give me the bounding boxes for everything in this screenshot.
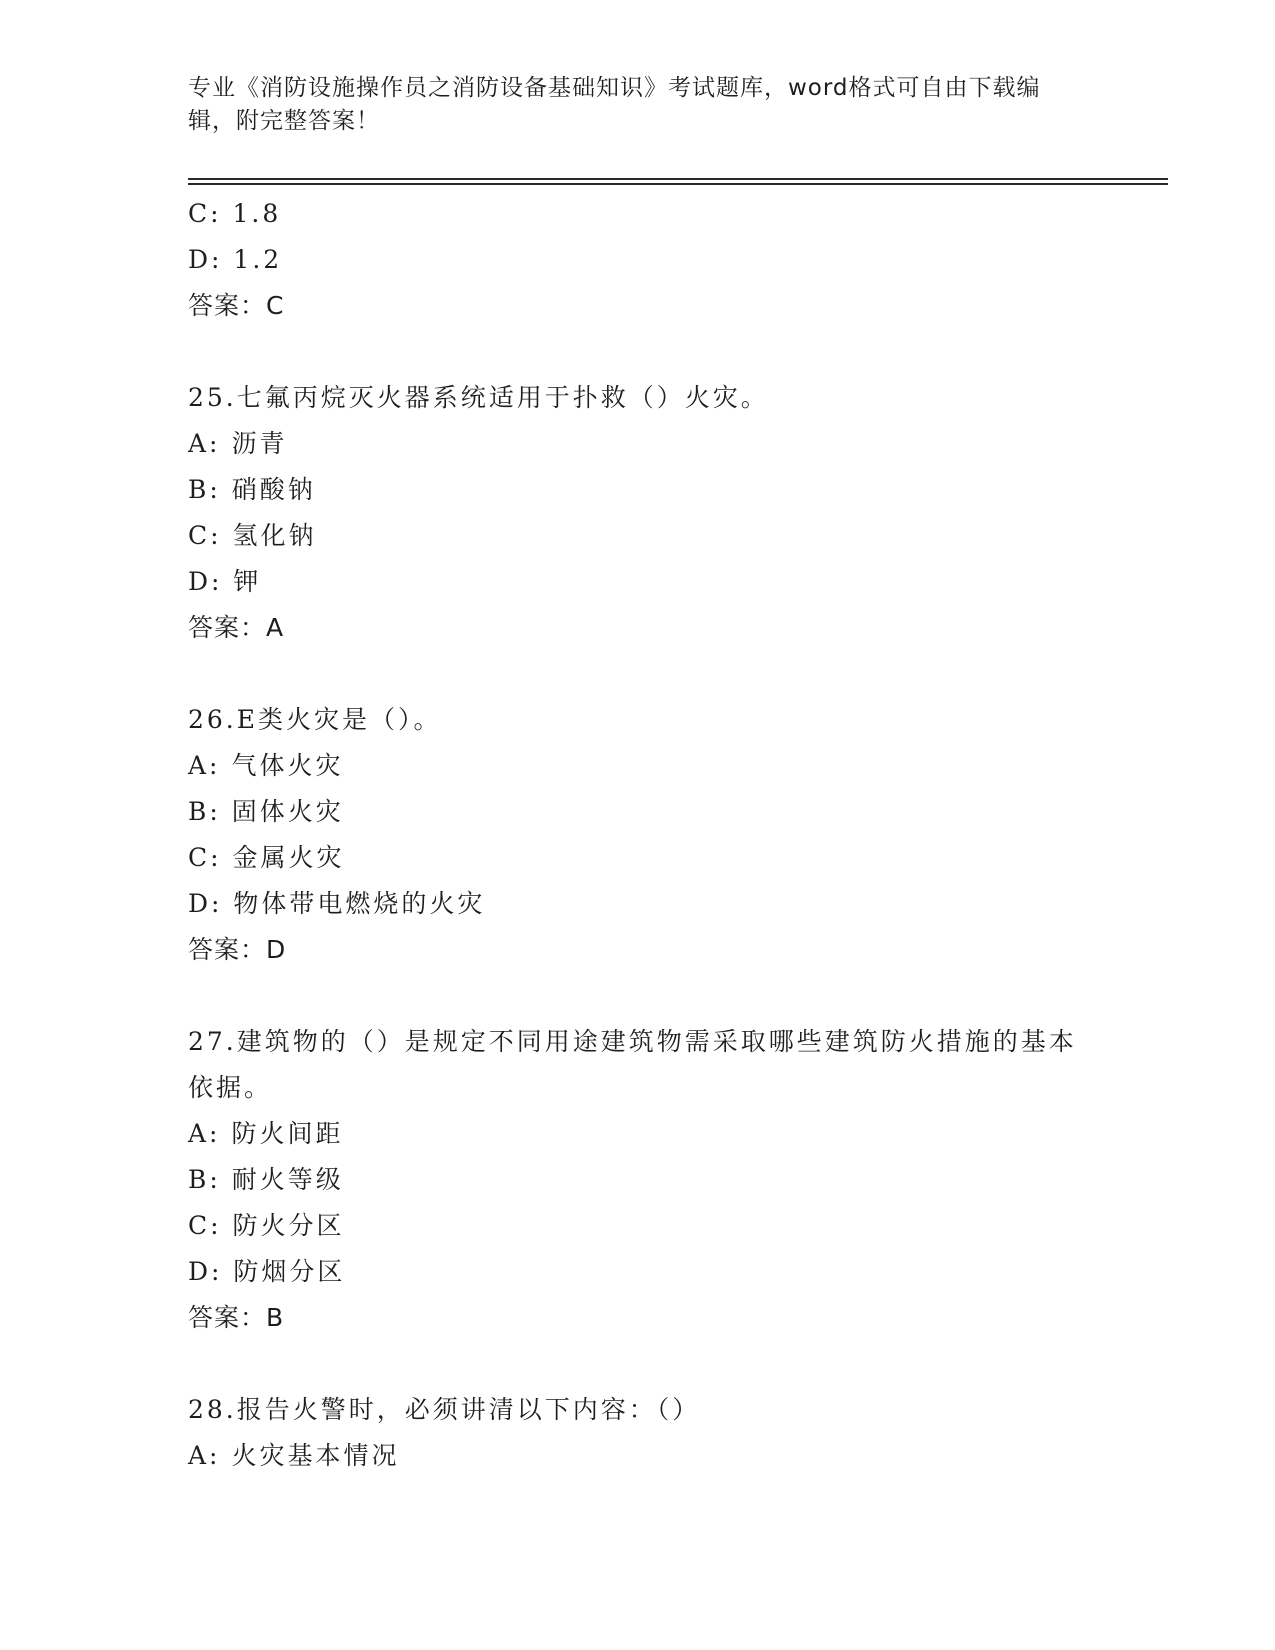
option-c: C: 氢化钠 <box>188 521 317 550</box>
answer: 答案：A <box>188 613 285 642</box>
question-stem: 25.七氟丙烷灭火器系统适用于扑救（）火灾。 <box>188 383 769 412</box>
option-d: D: 钾 <box>188 567 262 596</box>
document-header <box>188 72 1088 138</box>
option-a: A: 火灾基本情况 <box>188 1441 400 1470</box>
option-a: A: 防火间距 <box>188 1119 344 1148</box>
header-divider-top <box>188 178 1168 180</box>
question-stem: 28.报告火警时，必须讲清以下内容：（） <box>188 1395 701 1424</box>
question-25 <box>188 375 1088 651</box>
question-list <box>188 191 1088 1479</box>
option-d: D: 1.2 <box>188 245 283 274</box>
question-stem: 27.建筑物的（）是规定不同用途建筑物需采取哪些建筑防火措施的基本依据。 <box>188 1027 1077 1102</box>
header-title: 专业《消防设施操作员之消防设备基础知识》考试题库，word格式可自由下载编辑，附完整答案！ <box>188 75 1041 134</box>
option-c: C: 防火分区 <box>188 1211 345 1240</box>
option-c: C: 金属火灾 <box>188 843 345 872</box>
question-28 <box>188 1387 1088 1479</box>
option-d: D: 防烟分区 <box>188 1257 346 1286</box>
option-a: A: 气体火灾 <box>188 751 344 780</box>
option-b: B: 固体火灾 <box>188 797 344 826</box>
question-stem: 26.E类火灾是（）。 <box>188 705 442 734</box>
option-c: C: 1.8 <box>188 199 282 228</box>
option-a: A: 沥青 <box>188 429 288 458</box>
answer: 答案：B <box>188 1303 285 1332</box>
option-b: B: 耐火等级 <box>188 1165 344 1194</box>
continued-question <box>188 191 1088 329</box>
answer: 答案：C <box>188 291 285 320</box>
header-divider-bottom <box>188 183 1168 185</box>
option-b: B: 硝酸钠 <box>188 475 316 504</box>
answer: 答案：D <box>188 935 287 964</box>
question-27 <box>188 1019 1088 1341</box>
option-d: D: 物体带电燃烧的火灾 <box>188 889 486 918</box>
question-26 <box>188 697 1088 973</box>
